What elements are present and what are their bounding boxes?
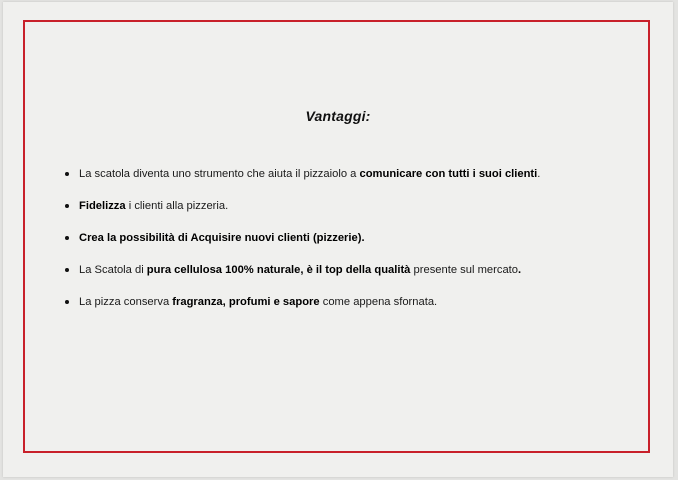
document-page [3, 2, 673, 477]
list-item [62, 166, 622, 198]
item-text: La Scatola di pura cellulosa 100% naturale, è il top della qualità presente sul mercato. [79, 264, 522, 276]
item-text: La pizza conserva fragranza, profumi e sapore come appena sfornata. [79, 296, 438, 308]
bullet-icon [65, 300, 69, 304]
bullet-icon [65, 236, 69, 240]
item-text: La scatola diventa uno strumento che aiuta il pizzaiolo a comunicare con tutti i suoi clienti. [79, 168, 541, 180]
item-text: Fidelizza i clienti alla pizzeria. [79, 200, 229, 212]
advantages-list [62, 166, 622, 326]
bullet-icon [65, 268, 69, 272]
list-item [62, 198, 622, 230]
bullet-icon [65, 172, 69, 176]
list-item [62, 262, 622, 294]
list-item [62, 230, 622, 262]
slide-title: Vantaggi: [305, 108, 371, 124]
bullet-icon [65, 204, 69, 208]
item-text: Crea la possibilità di Acquisire nuovi clienti (pizzerie). [79, 232, 365, 244]
list-item [62, 294, 622, 326]
